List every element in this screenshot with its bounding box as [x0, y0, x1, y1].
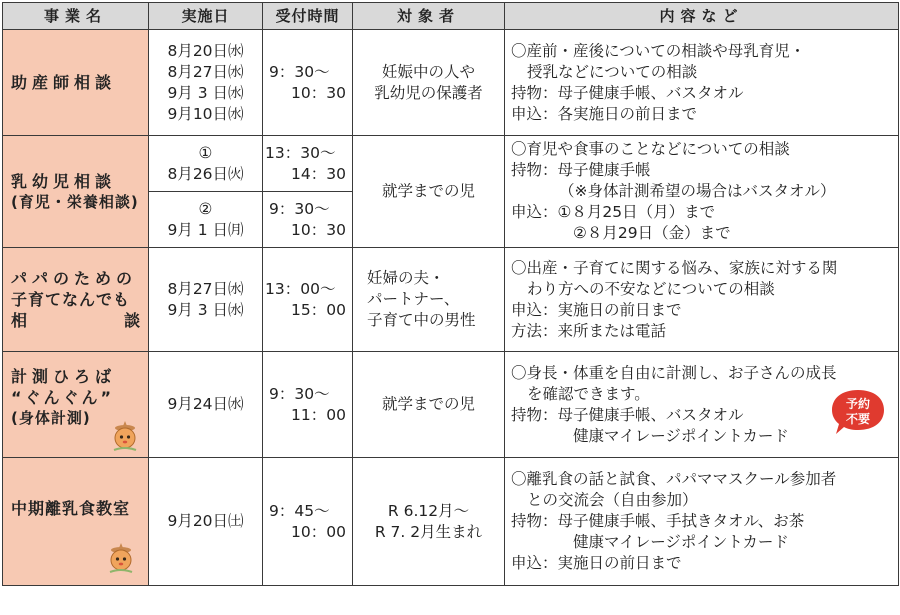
badge-line1: 予約 — [845, 397, 871, 411]
header-date: 実施日 — [149, 3, 263, 30]
time-cell: 9：30～ 10：30 — [263, 30, 353, 136]
table-row — [3, 458, 899, 586]
target-cell: 就学までの児 — [353, 136, 505, 248]
dates-cell: 9月24日㈬ — [149, 352, 263, 458]
dates-cell: ① 8月26日㈫ — [149, 136, 263, 192]
dates-cell: 9月20日㈯ — [149, 458, 263, 586]
program-name-midwife: 助産師相談 — [3, 30, 149, 136]
content-cell: 〇身長・体重を自由に計測し、お子さんの成長 を確認できます。 持物：母子健康手帳、バスタオル 健康マイレージポイントカード 予約 不要 — [505, 352, 899, 458]
dates-cell: 8月20日㈬ 8月27日㈬ 9月 3 日㈬ 9月10日㈬ — [149, 30, 263, 136]
target-cell: 妊婦の夫・ パートナー、 子育て中の男性 — [353, 248, 505, 352]
program-name-papa: パパのための 子育てなんでも 相 談 — [3, 248, 149, 352]
content-cell: 〇産前・産後についての相談や母乳育児・ 授乳などについての相談 持物：母子健康手帳、バスタオル 申込：各実施日の前日まで — [505, 30, 899, 136]
table-row — [3, 352, 899, 458]
content-cell: 〇離乳食の話と試食、パパママスクール参加者 との交流会（自由参加） 持物：母子健康手帳、手拭きタオル、お茶 健康マイレージポイントカード 申込：実施日の前日まで — [505, 458, 899, 586]
reservation-not-required-badge — [830, 388, 886, 436]
target-cell: 妊娠中の人や 乳幼児の保護者 — [353, 30, 505, 136]
header-time: 受付時間 — [263, 3, 353, 30]
time-cell: 9：30～ 10：30 — [263, 192, 353, 248]
mascot-character-icon — [104, 541, 138, 575]
target-cell: R 6.12月～ R 7. 2月生まれ — [353, 458, 505, 586]
program-name-measure: 計測ひろば “ぐんぐん” (身体計測) — [3, 352, 149, 458]
content-cell: 〇育児や食事のことなどについての相談 持物：母子健康手帳 （※身体計測希望の場合はバスタオル） 申込：①８月25日（月）まで ②８月29日（金）まで — [505, 136, 899, 248]
target-cell: 就学までの児 — [353, 352, 505, 458]
badge-line2: 不要 — [845, 412, 871, 426]
time-cell: 9：30～ 11：00 — [263, 352, 353, 458]
time-cell: 13：30～ 14：30 — [263, 136, 353, 192]
header-content: 内容など — [505, 3, 899, 30]
table-row — [3, 30, 899, 136]
program-name-weaning: 中期離乳食教室 — [3, 458, 149, 586]
mascot-character-icon — [108, 419, 142, 453]
content-cell: 〇出産・子育てに関する悩み、家族に対する関 わり方への不安などについての相談 申込：実施日の前日まで 方法：来所または電話 — [505, 248, 899, 352]
dates-cell: 8月27日㈬ 9月 3 日㈬ — [149, 248, 263, 352]
dates-cell: ② 9月 1 日㈪ — [149, 192, 263, 248]
table-row — [3, 248, 899, 352]
header-name: 事業名 — [3, 3, 149, 30]
time-cell: 9：45～ 10：00 — [263, 458, 353, 586]
header-target: 対象者 — [353, 3, 505, 30]
table-row — [3, 136, 899, 192]
program-schedule-table — [2, 2, 899, 586]
program-name-infant: 乳幼児相談 (育児・栄養相談) — [3, 136, 149, 248]
time-cell: 13：00～ 15：00 — [263, 248, 353, 352]
table-header-row — [3, 3, 899, 30]
